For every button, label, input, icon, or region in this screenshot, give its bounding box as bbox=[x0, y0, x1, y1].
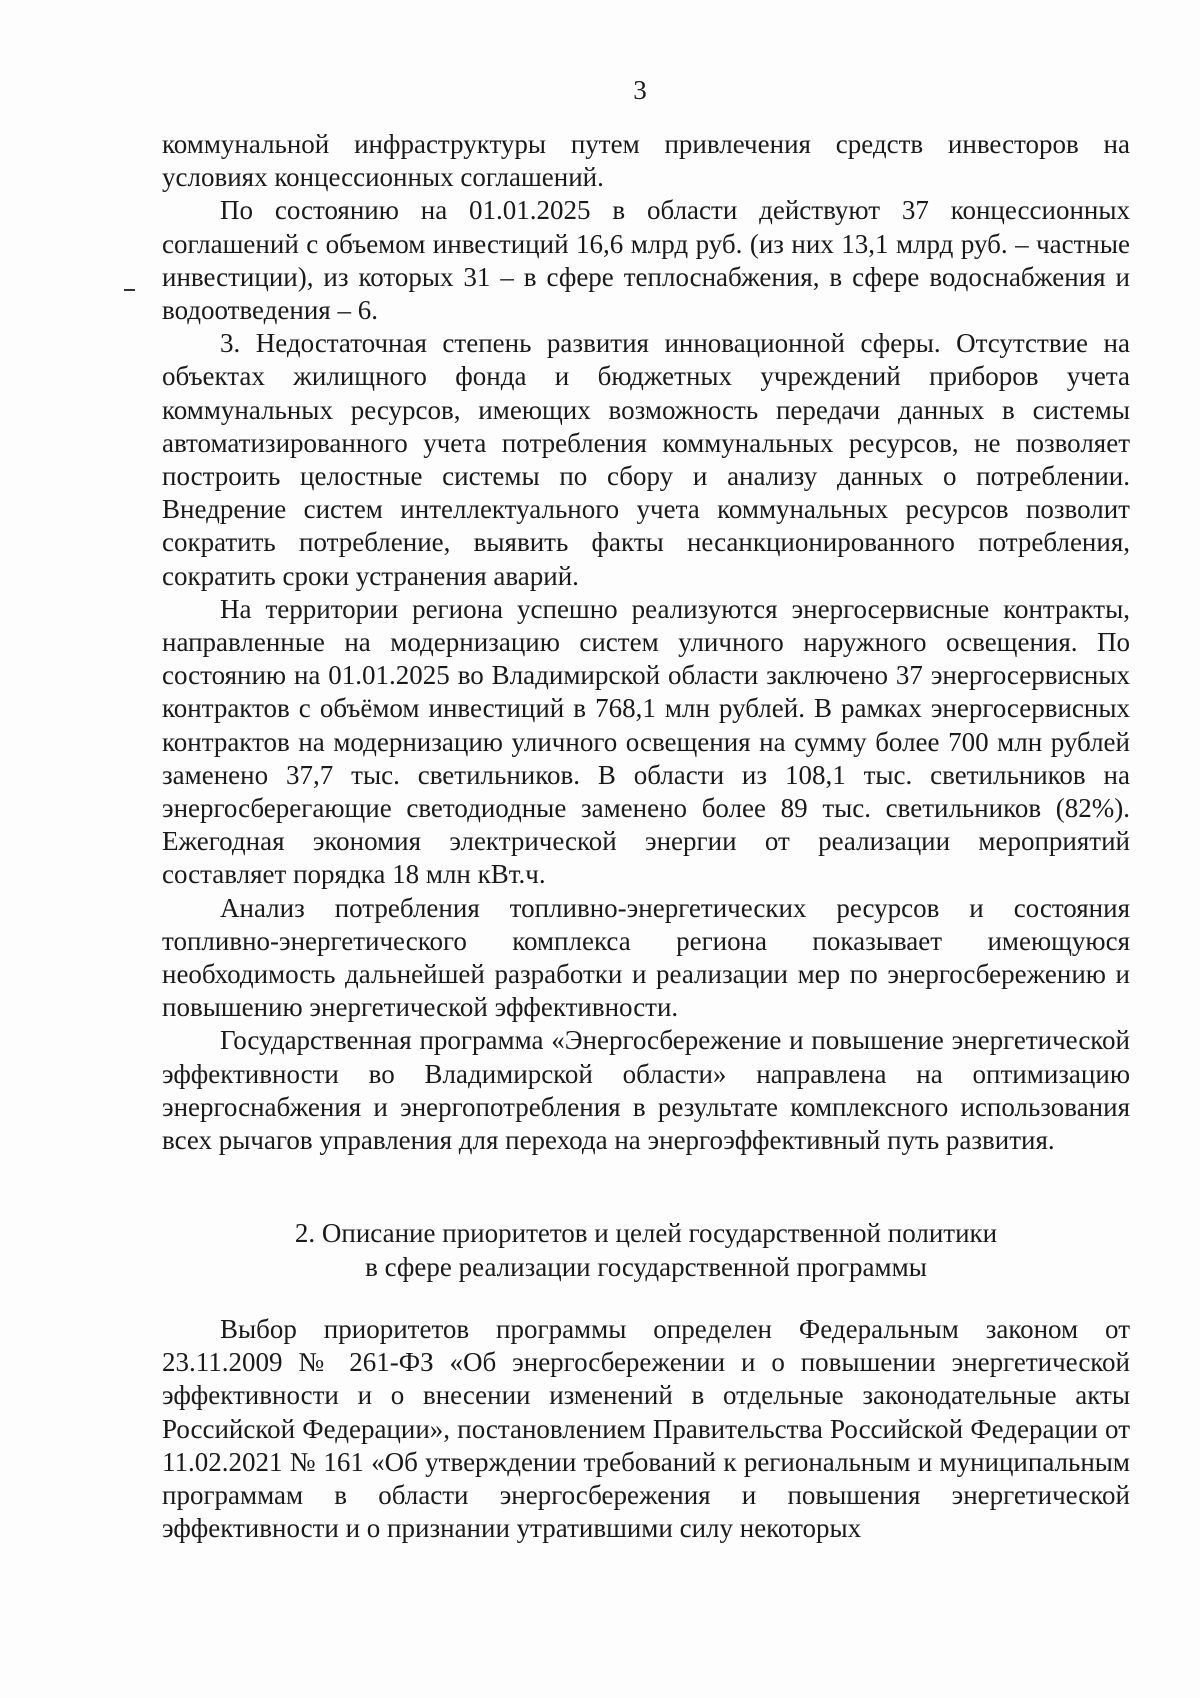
paragraph-continuation: коммунальной инфраструктуры путем привлечения средств инвесторов на условиях концессионных соглашений. bbox=[162, 129, 1130, 193]
section-heading bbox=[162, 1216, 1130, 1284]
section-heading-line-2: в сфере реализации государственной программы bbox=[365, 1252, 927, 1282]
section-heading-line-1: 2. Описание приоритетов и целей государственной политики bbox=[294, 1218, 998, 1248]
paragraph-energy-service-contracts: На территории региона успешно реализуются энергосервисные контракты, направленные на модернизацию систем уличного наружного освещения. По состоянию на 01.01.2025 во Владимирской области заключено 37 энергосервисных контрактов с объёмом инвестиций в 768,1 млн рублей. В рамках энергосервисных контрактов на модернизацию уличного освещения на сумму более 700 млн рублей заменено 37,7 тыс. светильников. В области из 108,1 тыс. светильников на энергосберегающие светодиодные заменено более 89 тыс. светильников (82%). Ежегодная экономия электрической энергии от реализации мероприятий составляет порядка 18 млн кВт.ч. bbox=[162, 593, 1130, 890]
paragraph-innovation: 3. Недостаточная степень развития инновационной сферы. Отсутствие на объектах жилищного фонда и бюджетных учреждений приборов учета коммунальных ресурсов, имеющих возможность передачи данных в системы автоматизированного учета потребления коммунальных ресурсов, не позволяет построить целостные системы по сбору и анализу данных о потреблении. Внедрение систем интеллектуального учета коммунальных ресурсов позволит сократить потребление, выявить факты несанкционированного потребления, сократить сроки устранения аварий. bbox=[162, 328, 1130, 591]
margin-mark bbox=[124, 289, 135, 291]
paragraph-concessions: По состоянию на 01.01.2025 в области действуют 37 концессионных соглашений с объемом инвестиций 16,6 млрд руб. (из них 13,1 млрд руб. – частные инвестиции), из которых 31 – в сфере теплоснабжения, в сфере водоснабжения и водоотведения – 6. bbox=[162, 195, 1130, 326]
paragraph-priorities: Выбор приоритетов программы определен Федеральным законом от 23.11.2009 № 261-ФЗ «Об энергосбережении и о повышении энергетической эффективности и о внесении изменений в отдельные законодательные акты Российской Федерации», постановлением Правительства Российской Федерации от 11.02.2021 № 161 «Об утверждении требований к региональным и муниципальным программам в области энергосбережения и повышения энергетической эффективности и о признании утратившими силу некоторых bbox=[162, 1314, 1130, 1544]
paragraph-state-program: Государственная программа «Энергосбережение и повышение энергетической эффективности во Владимирской области» направлена на оптимизацию энергоснабжения и энергопотребления в результате комплексного использования всех рычагов управления для перехода на энергоэффективный путь развития. bbox=[162, 1025, 1130, 1156]
page-number: 3 bbox=[633, 75, 647, 105]
paragraph-analysis: Анализ потребления топливно-энергетических ресурсов и состояния топливно-энергетического комплекса региона показывает имеющуюся необходимость дальнейшей разработки и реализации мер по энергосбережению и повышению энергетической эффективности. bbox=[162, 892, 1130, 1023]
section-body-text bbox=[162, 1313, 1130, 1545]
body-text bbox=[162, 128, 1130, 1157]
